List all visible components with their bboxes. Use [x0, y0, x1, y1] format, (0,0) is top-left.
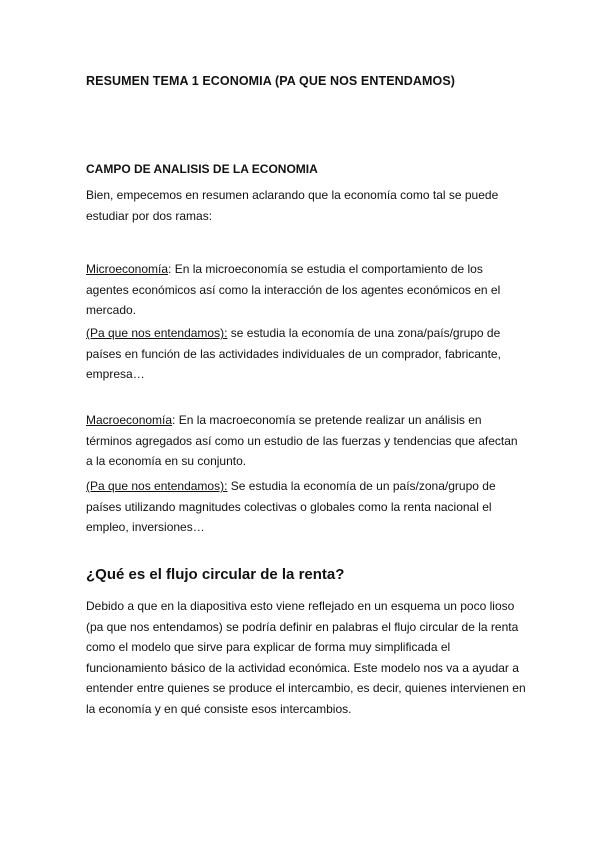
microeconomia-simple-term: (Pa que nos entendamos): [86, 326, 228, 340]
macroeconomia-simple-term: (Pa que nos entendamos): [86, 479, 228, 493]
intro-paragraph: Bien, empecemos en resumen aclarando que la economía como tal se puede estudiar por dos ramas: [86, 188, 499, 223]
microeconomia-simple-paragraph [86, 323, 526, 385]
flujo-paragraph: Debido a que en la diapositiva esto viene reflejado en un esquema un poco lioso (pa que nos entendamos) se podría definir en palabras el flujo circular de la renta como el modelo que sirve para explicar de forma muy simplificada el funcionamiento básico de la actividad económica. Este modelo nos va a ayudar a entender entre quienes se produce el intercambio, es decir, quienes intervienen en la economía y en qué consiste esos intercambios. [86, 599, 526, 716]
macroeconomia-simple-text: Se estudia la economía de un país/zona/grupo de países utilizando magnitudes colectivas o globales como la renta nacional el empleo, inversiones… [86, 479, 496, 534]
macroeconomia-paragraph [86, 410, 526, 472]
microeconomia-simple-text: se estudia la economía de una zona/país/grupo de países en función de las actividades individuales de un comprador, fabricante, empresa… [86, 326, 501, 381]
microeconomia-text: : En la microeconomía se estudia el comportamiento de los agentes económicos así como la interacción de los agentes económicos en el mercado. [86, 262, 501, 317]
flujo-heading: ¿Qué es el flujo circular de la renta? [86, 566, 345, 583]
microeconomia-term: Microeconomía [86, 262, 169, 276]
section-heading: CAMPO DE ANALISIS DE LA ECONOMIA [86, 162, 318, 176]
document-title: RESUMEN TEMA 1 ECONOMIA (PA QUE NOS ENTENDAMOS) [86, 74, 456, 88]
macroeconomia-term: Macroeconomía [86, 413, 173, 427]
macroeconomia-text: : En la macroeconomía se pretende realizar un análisis en términos agregados así como un estudio de las fuerzas y tendencias que afectan a la economía en su conjunto. [86, 413, 518, 468]
microeconomia-paragraph [86, 259, 526, 321]
macroeconomia-simple-paragraph [86, 476, 526, 538]
